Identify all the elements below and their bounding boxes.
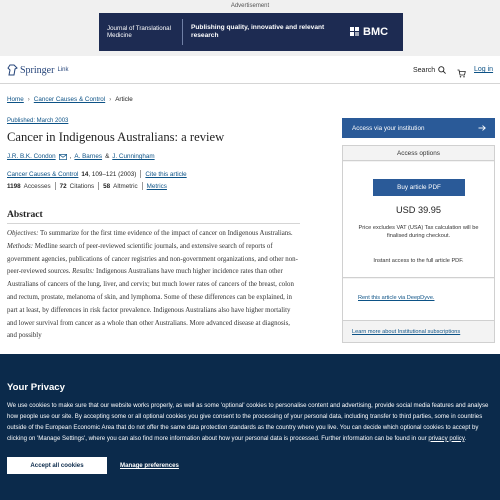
ad-divider xyxy=(182,19,183,45)
abstract-heading: Abstract xyxy=(7,209,43,220)
journal-link[interactable]: Cancer Causes & Control xyxy=(7,170,79,178)
author-list: J.R. B.K. Condon , A. Barnes & J. Cunningham xyxy=(7,153,155,160)
logo-name: Springer xyxy=(20,64,55,76)
breadcrumb xyxy=(7,96,133,103)
springer-link-logo[interactable] xyxy=(7,64,68,76)
search-button[interactable] xyxy=(413,66,446,74)
accesses-count: 1198 xyxy=(7,182,21,190)
article-price: USD 39.95 xyxy=(396,205,441,215)
cite-this-article-link[interactable]: Cite this article xyxy=(145,170,187,178)
breadcrumb-current: Article xyxy=(115,96,133,103)
buy-article-pdf-button[interactable]: Buy article PDF xyxy=(373,179,465,196)
privacy-title: Your Privacy xyxy=(7,382,65,393)
ad-headline: Publishing quality, innovative and relevant research xyxy=(191,24,325,39)
privacy-policy-link[interactable]: privacy policy xyxy=(428,434,465,442)
logo-sub: Link xyxy=(57,67,69,73)
cart-button[interactable] xyxy=(457,65,466,83)
cart-icon xyxy=(457,69,466,78)
ad-journal-name: Journal of Translational Medicine xyxy=(107,24,171,39)
springer-horse-icon xyxy=(7,64,18,76)
results-text: Indigenous Australians have much higher incidence rates than other Australians of cancers of the lung, liver, and cervix; but much lower rates of cancers of the breast, colon and rectum, prostate, melanoma of skin, and lymphoma. Some of these differences can be explained, in part at least, by differences in risk factor prevalence. Indigenous Australians also have higher mortality and lower survival from cancer as a whole than other Australians. More advanced disease at diagnosis, and possibly xyxy=(7,268,294,340)
divider xyxy=(142,182,143,190)
login-link[interactable]: Log in xyxy=(474,66,494,73)
altmetric-count: 58 xyxy=(103,182,111,190)
breadcrumb-journal[interactable]: Cancer Causes & Control xyxy=(33,96,106,103)
privacy-body-end: . xyxy=(464,434,467,442)
search-icon xyxy=(438,66,446,74)
published-date-link[interactable]: Published: March 2003 xyxy=(7,118,69,124)
divider xyxy=(140,170,141,178)
rent-deepdyve-link[interactable]: Rent this article via DeepDyve. xyxy=(358,295,435,301)
author-link[interactable]: J. Cunningham xyxy=(112,153,155,160)
privacy-body xyxy=(7,401,497,445)
price-note: Price excludes VAT (USA) Tax calculation will be finalised during checkout. xyxy=(358,225,479,239)
methods-label: Methods: xyxy=(7,242,34,250)
institutional-subscriptions-link[interactable]: Learn more about Institutional subscriptions xyxy=(352,329,461,335)
access-options-panel xyxy=(342,145,495,343)
advertisement-label: Advertisement xyxy=(230,3,270,9)
abstract-text xyxy=(7,228,300,343)
access-via-institution-label: Access via your institution xyxy=(352,124,425,132)
email-icon[interactable] xyxy=(59,154,67,160)
arrow-right-icon xyxy=(478,125,486,131)
ad-brand xyxy=(350,26,388,38)
accept-all-cookies-button[interactable]: Accept all cookies xyxy=(7,457,107,474)
chevron-right-icon: › xyxy=(27,96,30,103)
author-link[interactable]: A. Barnes xyxy=(74,153,103,160)
metrics-link[interactable]: Metrics xyxy=(146,182,167,190)
manage-preferences-link[interactable]: Manage preferences xyxy=(120,462,179,469)
altmetric-label: Altmetric xyxy=(113,182,138,190)
advertisement-band xyxy=(0,0,500,56)
article-metrics xyxy=(7,182,167,190)
objectives-text: To summarize for the first time evidence of the impact of cancer on Indigenous Australians. xyxy=(38,230,293,237)
volume-number: 14 xyxy=(81,170,89,178)
objectives-label: Objectives: xyxy=(7,230,39,237)
access-via-institution-button[interactable] xyxy=(342,118,495,138)
page-range: , 109–121 (2003) xyxy=(88,170,137,178)
divider xyxy=(55,182,56,190)
search-label: Search xyxy=(413,66,436,74)
ad-banner[interactable] xyxy=(99,13,403,51)
privacy-banner xyxy=(0,354,500,500)
citation-line xyxy=(7,170,187,178)
results-label: Results: xyxy=(72,268,95,276)
buy-article-panel xyxy=(343,162,494,278)
site-header xyxy=(0,57,500,84)
access-options-heading: Access options xyxy=(343,146,494,161)
citations-label: Citations xyxy=(69,182,95,190)
ad-brand-label: BMC xyxy=(363,26,389,38)
chevron-right-icon: › xyxy=(109,96,112,103)
breadcrumb-home[interactable]: Home xyxy=(7,96,24,103)
citations-count: 72 xyxy=(59,182,67,190)
author-link[interactable]: J.R. B.K. Condon xyxy=(7,153,56,160)
abstract-rule xyxy=(7,223,300,224)
divider xyxy=(98,182,99,190)
bmc-logo-icon xyxy=(350,27,360,37)
instant-access-note: Instant access to the full article PDF. xyxy=(373,258,464,264)
article-title: Cancer in Indigenous Australians: a review xyxy=(7,130,225,144)
author-separator: & xyxy=(105,153,110,160)
rent-panel xyxy=(343,279,494,321)
privacy-body-text: We use cookies to make sure that our website works properly, as well as some 'optional' cookies to personalise content and advertising, provide social media features and analyse how people use our site. By accepting some or all optional cookies you give consent to the processing of your personal data, including transfer to third parties, some in countries outside of the European Economic Area that do not offer the same data protection standards as the country where you live. You can decide which optional cookies to accept by clicking on 'Manage Settings', where you can also find more information about how your personal data is processed. Further information can be found in our xyxy=(7,402,489,442)
accesses-label: Accesses xyxy=(23,182,51,190)
methods-text: Medline search of peer-reviewed scientific journals, and extensive search of reports of government agencies, publications of cancer registries and non-government organizations, and other non-peer-reviewed sources. xyxy=(7,242,298,276)
